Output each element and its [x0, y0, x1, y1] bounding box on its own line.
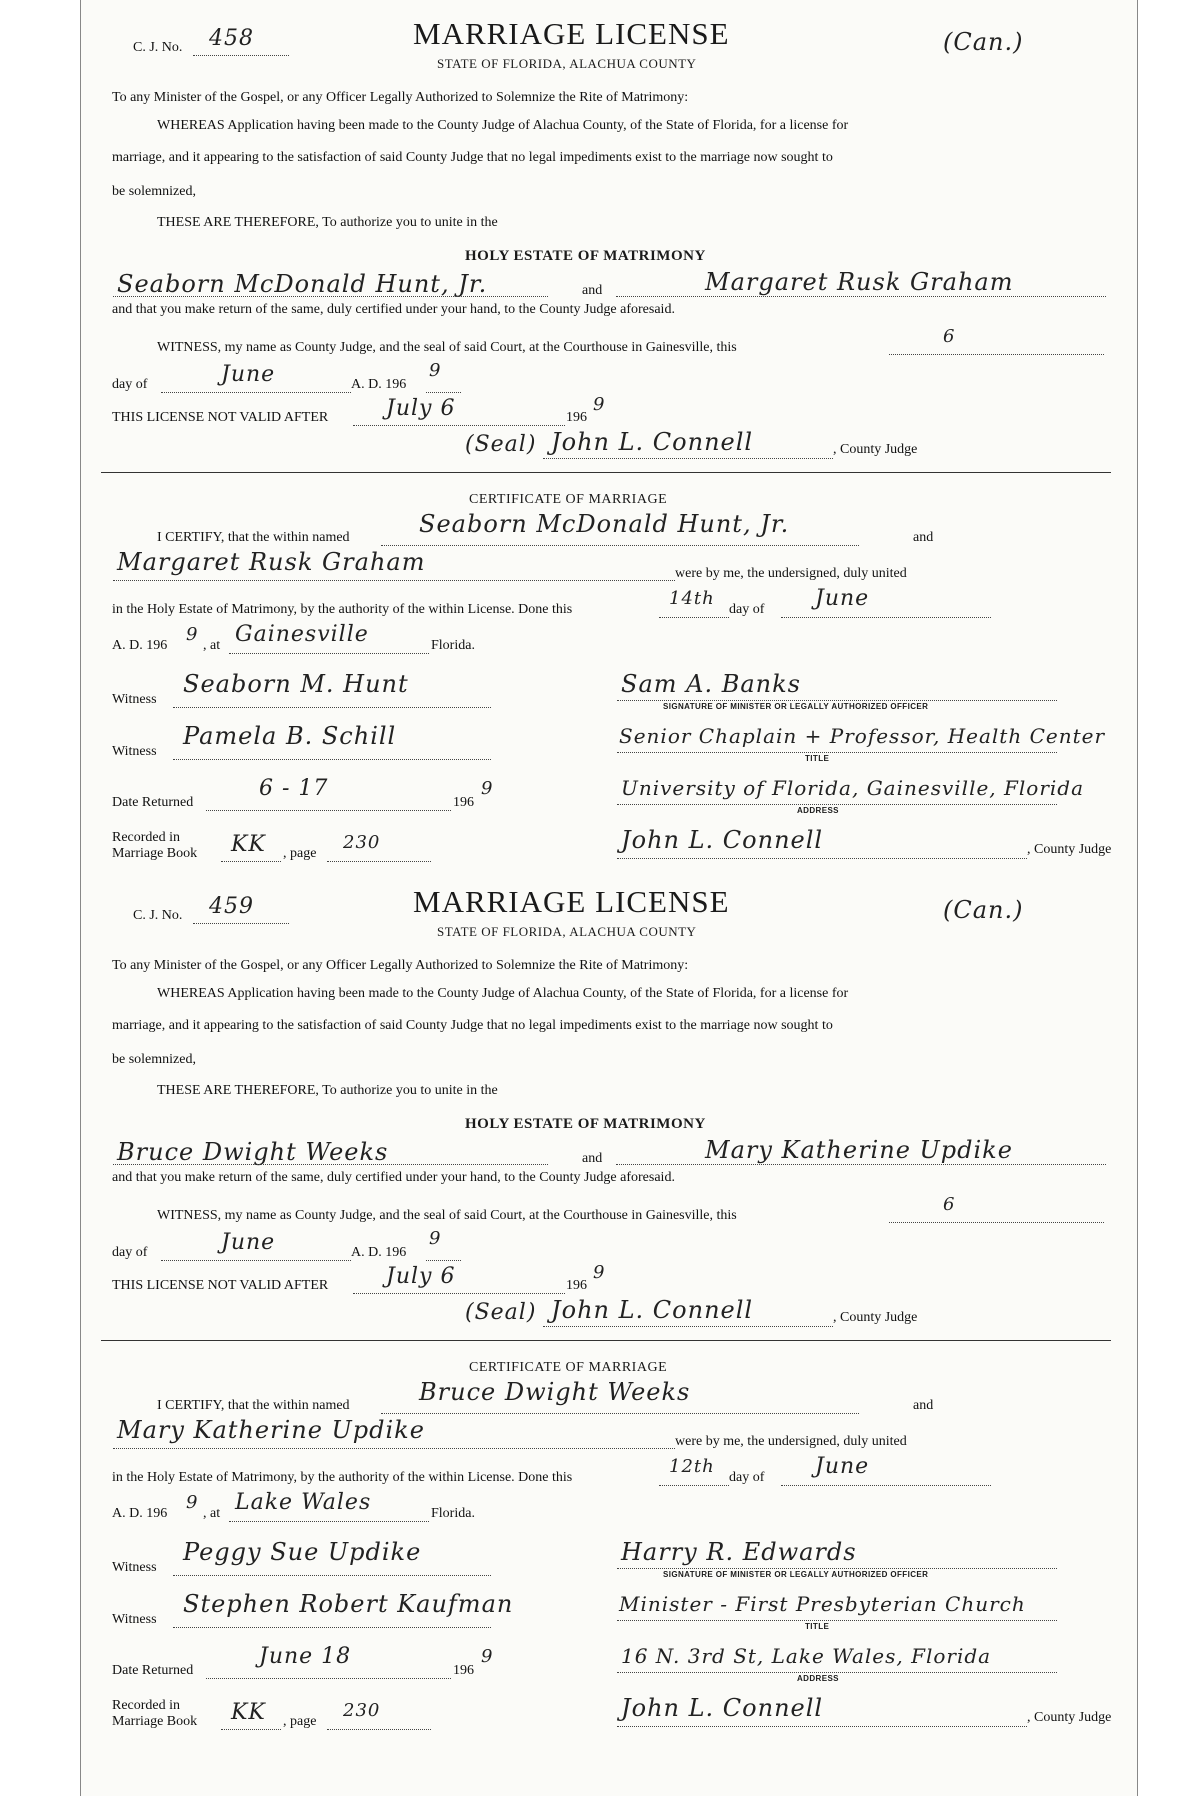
certificate-groom: Seaborn McDonald Hunt, Jr.	[419, 510, 790, 538]
issue-day: 6	[943, 326, 956, 347]
issue-year: 9	[429, 1228, 442, 1249]
marriage-book-label: Marriage Book	[112, 1714, 198, 1729]
at-word: , at	[203, 1506, 221, 1521]
witness-2-signature: Stephen Robert Kaufman	[183, 1590, 514, 1618]
expiry-year: 9	[593, 1262, 606, 1283]
officer-signature: Harry R. Edwards	[621, 1538, 857, 1566]
date-returned-label: Date Returned	[112, 1663, 194, 1678]
issue-year: 9	[429, 360, 442, 381]
marriage-book-label: Marriage Book	[112, 846, 198, 861]
seal: (Seal)	[465, 1300, 537, 1325]
expiry-year: 9	[593, 394, 606, 415]
witness-1-signature: Peggy Sue Updike	[183, 1538, 422, 1566]
ad-prefix: A. D. 196	[351, 1245, 407, 1260]
day-of-label: day of	[112, 377, 148, 392]
united-line: were by me, the undersigned, duly united	[675, 1434, 907, 1449]
holy-estate-heading: HOLY ESTATE OF MATRIMONY	[465, 1116, 706, 1132]
returned-prefix: 196	[453, 1663, 474, 1678]
witness-2-signature: Pamela B. Schill	[183, 722, 397, 750]
expiry-date: July 6	[386, 396, 456, 421]
done-day: 12th	[669, 1456, 715, 1477]
address-caption: ADDRESS	[797, 1674, 839, 1683]
done-month: June	[815, 1454, 870, 1479]
not-valid-label: THIS LICENSE NOT VALID AFTER	[112, 410, 329, 425]
book-value: KK	[231, 832, 266, 857]
not-valid-label: THIS LICENSE NOT VALID AFTER	[112, 1278, 329, 1293]
witness-label-1: Witness	[112, 1560, 157, 1575]
ad-prefix: A. D. 196	[351, 377, 407, 392]
done-day-of: day of	[729, 602, 765, 617]
county-judge-signature-2: John L. Connell	[621, 1694, 824, 1722]
title-caption: TITLE	[805, 754, 830, 763]
county-judge-label: , County Judge	[833, 1310, 918, 1325]
issue-month: June	[221, 1230, 276, 1255]
done-month: June	[815, 586, 870, 611]
document-page	[80, 0, 1138, 1796]
corner-note: (Can.)	[943, 896, 1024, 924]
certificate-title: CERTIFICATE OF MARRIAGE	[469, 492, 668, 507]
page-label: , page	[283, 846, 317, 861]
certificate-and: and	[913, 530, 934, 545]
county-judge-signature: John L. Connell	[551, 428, 754, 456]
certificate-bride: Mary Katherine Updike	[117, 1416, 425, 1444]
holy-estate-line: in the Holy Estate of Matrimony, by the authority of the within License. Done this	[112, 602, 573, 617]
whereas-line-1: WHEREAS Application having been made to the County Judge of Alachua County, of the State of Florida, for a license for	[157, 986, 849, 1001]
return-line: and that you make return of the same, duly certified under your hand, to the County Judge aforesaid.	[112, 302, 675, 317]
expiry-prefix: 196	[566, 410, 587, 425]
witness-label-2: Witness	[112, 744, 157, 759]
issue-day: 6	[943, 1194, 956, 1215]
county-judge-signature: John L. Connell	[551, 1296, 754, 1324]
county-judge-signature-2: John L. Connell	[621, 826, 824, 854]
done-day: 14th	[669, 588, 715, 609]
returned-year: 9	[481, 1646, 494, 1667]
florida-label: Florida.	[431, 1506, 475, 1521]
holy-estate-line: in the Holy Estate of Matrimony, by the authority of the within License. Done this	[112, 1470, 573, 1485]
book-value: KK	[231, 1700, 266, 1725]
done-place: Gainesville	[235, 622, 369, 647]
whereas-line-1: WHEREAS Application having been made to the County Judge of Alachua County, of the State of Florida, for a license for	[157, 118, 849, 133]
officer-address: 16 N. 3rd St, Lake Wales, Florida	[621, 1644, 992, 1668]
county-judge-label-2: , County Judge	[1027, 842, 1112, 857]
license-subtitle: STATE OF FLORIDA, ALACHUA COUNTY	[437, 924, 697, 939]
page-number: 230	[343, 1700, 381, 1721]
signature-caption: SIGNATURE OF MINISTER OR LEGALLY AUTHORIZED OFFICER	[663, 1570, 929, 1579]
expiry-date: July 6	[386, 1264, 456, 1289]
returned-prefix: 196	[453, 795, 474, 810]
certificate-groom: Bruce Dwight Weeks	[419, 1378, 691, 1406]
ad-line-prefix: A. D. 196	[112, 638, 168, 653]
recorded-in: Recorded in	[112, 1698, 181, 1713]
corner-note: (Can.)	[943, 28, 1024, 56]
witness-line: WITNESS, my name as County Judge, and the seal of said Court, at the Courthouse in Gainesville, this	[157, 340, 737, 355]
certify-prefix: I CERTIFY, that the within named	[157, 1398, 350, 1413]
date-returned-label: Date Returned	[112, 795, 194, 810]
done-day-of: day of	[729, 1470, 765, 1485]
and-word: and	[582, 283, 603, 298]
witness-1-signature: Seaborn M. Hunt	[183, 670, 409, 698]
section-divider	[101, 1340, 1111, 1341]
officer-title: Minister - First Presbyterian Church	[619, 1592, 1026, 1616]
return-line: and that you make return of the same, duly certified under your hand, to the County Judge aforesaid.	[112, 1170, 675, 1185]
whereas-line-2: marriage, and it appearing to the satisfaction of said County Judge that no legal impediments exist to the marriage now sought to	[112, 1018, 833, 1033]
whereas-line-3: be solemnized,	[112, 184, 196, 199]
groom-name: Seaborn McDonald Hunt, Jr.	[117, 270, 488, 298]
page-label: , page	[283, 1714, 317, 1729]
done-year: 9	[186, 1492, 199, 1513]
certificate-bride: Margaret Rusk Graham	[117, 548, 426, 576]
cj-number: 458	[209, 26, 254, 51]
at-word: , at	[203, 638, 221, 653]
done-year: 9	[186, 624, 199, 645]
issue-month: June	[221, 362, 276, 387]
license-title: MARRIAGE LICENSE	[413, 884, 730, 919]
florida-label: Florida.	[431, 638, 475, 653]
united-line: were by me, the undersigned, duly united	[675, 566, 907, 581]
expiry-prefix: 196	[566, 1278, 587, 1293]
certify-prefix: I CERTIFY, that the within named	[157, 530, 350, 545]
witness-label-2: Witness	[112, 1612, 157, 1627]
cj-label: C. J. No.	[133, 908, 183, 923]
officer-title: Senior Chaplain + Professor, Health Center	[619, 724, 1106, 748]
seal: (Seal)	[465, 432, 537, 457]
done-place: Lake Wales	[235, 1490, 372, 1515]
address-caption: ADDRESS	[797, 806, 839, 815]
date-returned: 6 - 17	[259, 776, 329, 801]
day-of-label: day of	[112, 1245, 148, 1260]
and-word: and	[582, 1151, 603, 1166]
officer-signature: Sam A. Banks	[621, 670, 801, 698]
officer-address: University of Florida, Gainesville, Florida	[621, 776, 1085, 800]
address-line: To any Minister of the Gospel, or any Officer Legally Authorized to Solemnize the Rite of Matrimony:	[112, 90, 689, 105]
therefore-line: THESE ARE THEREFORE, To authorize you to unite in the	[157, 215, 498, 230]
ad-line-prefix: A. D. 196	[112, 1506, 168, 1521]
page-number: 230	[343, 832, 381, 853]
date-returned: June 18	[259, 1644, 352, 1669]
county-judge-label-2: , County Judge	[1027, 1710, 1112, 1725]
signature-caption: SIGNATURE OF MINISTER OR LEGALLY AUTHORIZED OFFICER	[663, 702, 929, 711]
cj-number: 459	[209, 894, 254, 919]
therefore-line: THESE ARE THEREFORE, To authorize you to unite in the	[157, 1083, 498, 1098]
recorded-in: Recorded in	[112, 830, 181, 845]
county-judge-label: , County Judge	[833, 442, 918, 457]
license-subtitle: STATE OF FLORIDA, ALACHUA COUNTY	[437, 56, 697, 71]
returned-year: 9	[481, 778, 494, 799]
witness-line: WITNESS, my name as County Judge, and the seal of said Court, at the Courthouse in Gainesville, this	[157, 1208, 737, 1223]
title-caption: TITLE	[805, 1622, 830, 1631]
whereas-line-3: be solemnized,	[112, 1052, 196, 1067]
witness-label-1: Witness	[112, 692, 157, 707]
certificate-and: and	[913, 1398, 934, 1413]
certificate-title: CERTIFICATE OF MARRIAGE	[469, 1360, 668, 1375]
bride-name: Mary Katherine Updike	[705, 1136, 1013, 1164]
cj-label: C. J. No.	[133, 40, 183, 55]
bride-name: Margaret Rusk Graham	[705, 268, 1014, 296]
holy-estate-heading: HOLY ESTATE OF MATRIMONY	[465, 248, 706, 264]
address-line: To any Minister of the Gospel, or any Officer Legally Authorized to Solemnize the Rite of Matrimony:	[112, 958, 689, 973]
groom-name: Bruce Dwight Weeks	[117, 1138, 389, 1166]
section-divider	[101, 472, 1111, 473]
whereas-line-2: marriage, and it appearing to the satisfaction of said County Judge that no legal impediments exist to the marriage now sought to	[112, 150, 833, 165]
license-title: MARRIAGE LICENSE	[413, 16, 730, 51]
